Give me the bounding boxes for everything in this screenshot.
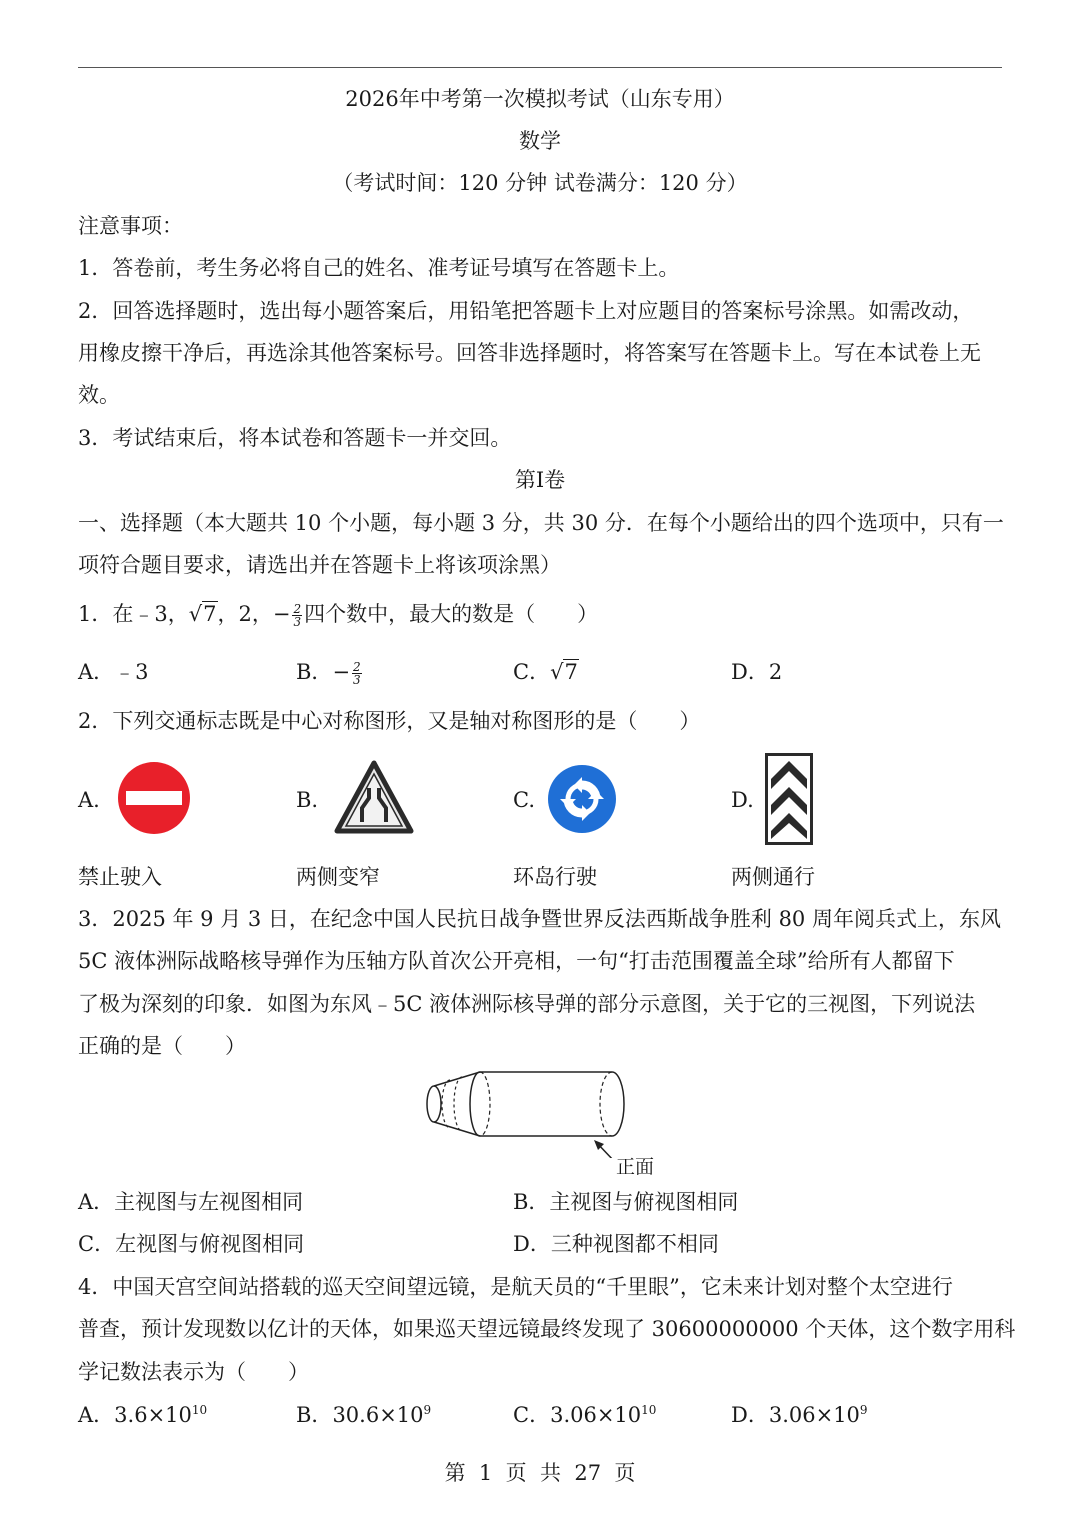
q4-option-c: C．$3.06\times 10^{10}$ — [513, 1403, 657, 1427]
q2-caption-c: 环岛行驶 — [513, 865, 597, 889]
q2-option-c-label: C. — [513, 788, 535, 812]
q2-option-a-label: A. — [78, 788, 100, 812]
note-2-line-2: 用橡皮擦干净后，再选涂其他答案标号。回答非选择题时，将答案写在答题卡上。写在本试卷上无 — [78, 341, 981, 365]
q1-option-b: B．− $\frac{2}{3}$ — [296, 660, 361, 687]
page-footer: 第 1 页 共 27 页 — [444, 1461, 636, 1485]
note-2-line-3: 效。 — [78, 383, 120, 407]
front-view-label: 正面 — [616, 1156, 655, 1178]
q1-option-d: D．2 — [731, 660, 783, 684]
q3-option-b: B．主视图与俯视图相同 — [513, 1190, 739, 1214]
note-2-line-1: 2．回答选择题时，选出每小题答案后，用铅笔把答题卡上对应题目的答案标号涂黑。如需改动， — [78, 299, 974, 323]
q2-stem: 2．下列交通标志既是中心对称图形，又是轴对称图形的是（ ） — [78, 709, 701, 733]
q2-caption-a: 禁止驶入 — [78, 865, 162, 889]
exam-title: 2026年中考第一次模拟考试（山东专用） — [345, 87, 735, 111]
q4-option-d: D．$3.06\times 10^9$ — [731, 1403, 868, 1427]
q3-stem-line-4: 正确的是（ ） — [78, 1034, 246, 1058]
exam-info: （考试时间：120 分钟 试卷满分：120 分） — [332, 171, 748, 195]
part1-instructions-line-1: 一、选择题（本大题共 10 个小题，每小题 3 分，共 30 分．在每个小题给出的四个选项中，只有一 — [78, 511, 1004, 535]
q2-option-d-label: D. — [731, 788, 754, 812]
note-3: 3．考试结束后，将本试卷和答题卡一并交回。 — [78, 426, 512, 450]
keep-either-side-sign-icon — [765, 753, 813, 845]
q2-option-b-label: B. — [296, 788, 319, 812]
q1-stem: 1．在﹣3，√7，2，− $\frac{2}{3}$ 四个数中，最大的数是（ ） — [78, 599, 598, 629]
q3-stem-line-2: 5C 液体洲际战略核导弹作为压轴方队首次公开亮相，一句“打击范围覆盖全球”给所有人都留下 — [78, 949, 955, 973]
q4-stem-line-3: 学记数法表示为（ ） — [78, 1360, 309, 1384]
q3-option-c: C．左视图与俯视图相同 — [78, 1232, 305, 1256]
q4-stem-line-1: 4．中国天宫空间站搭载的巡天空间望远镜，是航天员的“千里眼”，它未来计划对整个太空进行 — [78, 1275, 953, 1299]
q2-caption-b: 两侧变窄 — [296, 865, 380, 889]
q4-stem-line-2: 普查，预计发现数以亿计的天体，如果巡天望远镜最终发现了 30600000000 个天体，这个数字用科 — [78, 1317, 1016, 1341]
note-1: 1．答卷前，考生务必将自己的姓名、准考证号填写在答题卡上。 — [78, 256, 680, 280]
volume-title: 第Ⅰ卷 — [514, 468, 566, 492]
q1-option-a: A．﹣3 — [78, 660, 149, 684]
sqrt-symbol: √7 — [188, 602, 217, 626]
no-entry-sign-icon — [116, 760, 192, 836]
q4-option-b: B．$30.6\times 10^9$ — [296, 1403, 432, 1427]
part1-instructions-line-2: 项符合题目要求，请选出并在答题卡上将该项涂黑） — [78, 553, 561, 577]
roundabout-sign-icon — [546, 763, 618, 835]
missile-figure — [422, 1068, 632, 1158]
header-rule — [78, 67, 1002, 68]
subject-title: 数学 — [519, 129, 561, 153]
q3-option-a: A．主视图与左视图相同 — [78, 1190, 304, 1214]
q3-option-d: D．三种视图都不相同 — [513, 1232, 719, 1256]
notes-heading: 注意事项： — [78, 214, 183, 238]
q2-caption-d: 两侧通行 — [731, 865, 815, 889]
q1-fraction: $\frac{2}{3}$ — [293, 602, 302, 629]
road-narrows-sign-icon — [334, 760, 414, 834]
q4-option-a: A．$3.6\times 10^{10}$ — [78, 1403, 208, 1427]
q3-stem-line-3: 了极为深刻的印象．如图为东风﹣5C 液体洲际核导弹的部分示意图，关于它的三视图，下列说法 — [78, 992, 976, 1016]
q3-stem-line-1: 3．2025 年 9 月 3 日，在纪念中国人民抗日战争暨世界反法西斯战争胜利 80 周年阅兵式上，东风 — [78, 907, 1001, 931]
q1-option-c: C．√7 — [513, 660, 578, 684]
